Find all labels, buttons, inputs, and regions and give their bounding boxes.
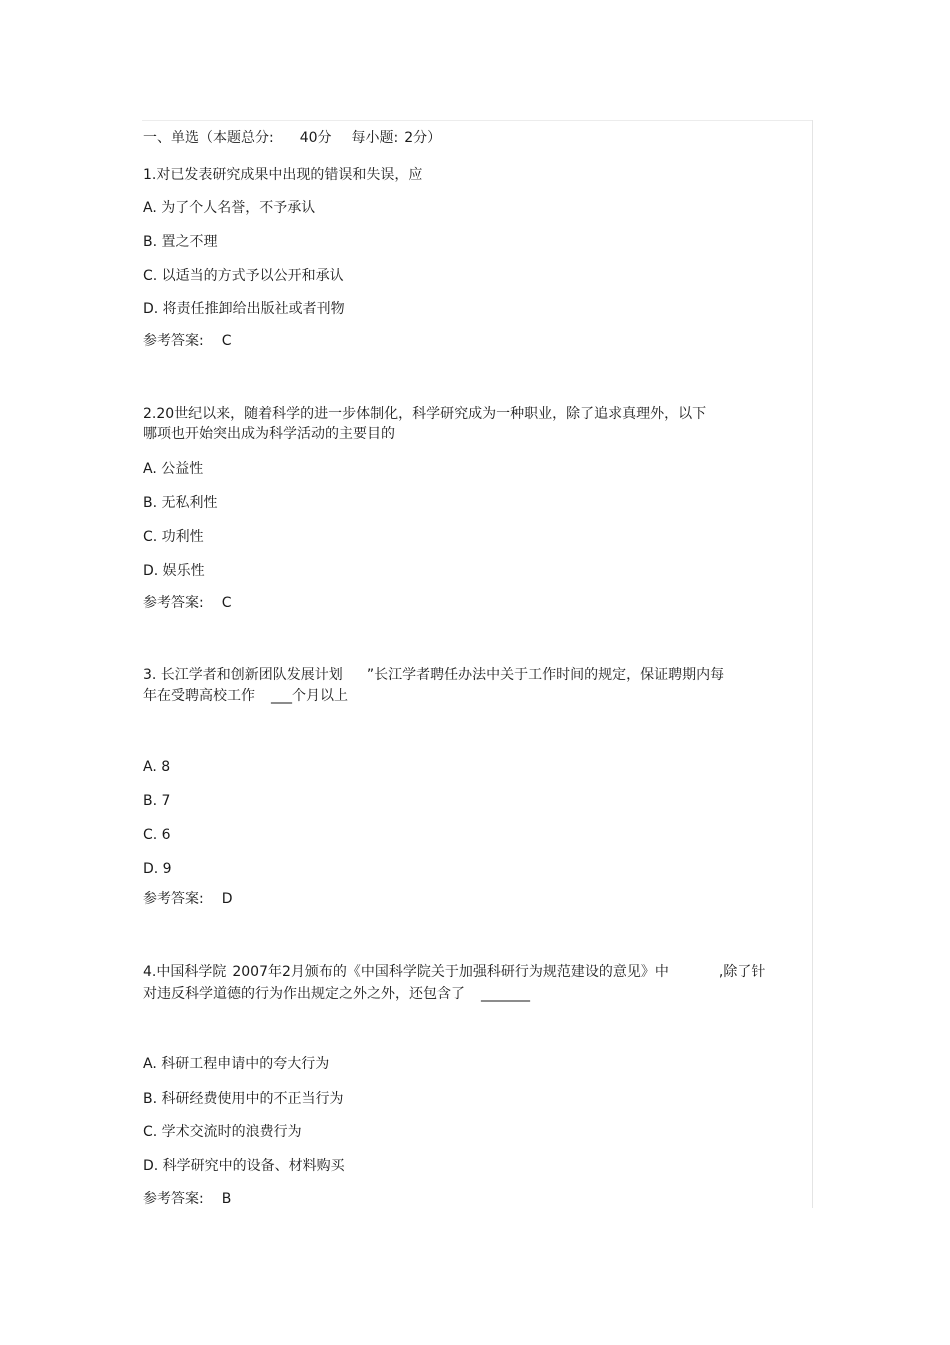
question-4-answer-value: B xyxy=(221,1191,232,1207)
question-3-option-b: B. 7 xyxy=(143,793,171,809)
question-3-stem-line-1: 3. 长江学者和创新团队发展计划 ”长江学者聘任办法中关于工作时间的规定，保证聘期内每 xyxy=(143,667,725,683)
section-heading: 一、单选（本题总分: 40分 每小题: 2分） xyxy=(143,130,442,146)
question-3-answer: 参考答案: D xyxy=(143,891,233,907)
question-2-option-a: A. 公益性 xyxy=(143,461,204,477)
question-4-option-b: B. 科研经费使用中的不正当行为 xyxy=(143,1091,344,1107)
question-1-option-d: D. 将责任推卸给出版社或者刊物 xyxy=(143,301,345,317)
question-4-answer: 参考答案: B xyxy=(143,1191,232,1207)
question-4-stem-line-1: 4.中国科学院 2007年2月颁布的《中国科学院关于加强科研行为规范建设的意见》中 ,除了针 xyxy=(143,964,766,980)
question-1-option-c: C. 以适当的方式予以公开和承认 xyxy=(143,268,344,284)
question-3-option-c: C. 6 xyxy=(143,827,171,843)
question-4-option-a: A. 科研工程申请中的夸大行为 xyxy=(143,1056,330,1072)
question-2-stem-line-1: 2.20世纪以来，随着科学的进一步体制化，科学研究成为一种职业，除了追求真理外，以下 xyxy=(143,406,707,422)
question-4-option-d: D. 科学研究中的设备、材料购买 xyxy=(143,1158,345,1174)
page-border-top xyxy=(142,120,813,121)
question-2-option-b: B. 无私利性 xyxy=(143,495,218,511)
question-1-answer: 参考答案: C xyxy=(143,333,232,349)
question-2-stem-line-2: 哪项也开始突出成为科学活动的主要目的 xyxy=(143,426,395,442)
question-3-stem-line-2: 年在受聘高校工作 ___个月以上 xyxy=(143,688,348,704)
question-2-answer-value: C xyxy=(221,595,232,611)
question-4-option-c: C. 学术交流时的浪费行为 xyxy=(143,1124,302,1140)
question-1-answer-value: C xyxy=(221,333,232,349)
question-4-stem-line-2: 对违反科学道德的行为作出规定之外之外，还包含了 _______ xyxy=(143,986,530,1002)
question-1-option-a: A. 为了个人名誉，不予承认 xyxy=(143,200,316,216)
question-1-stem: 1.对已发表研究成果中出现的错误和失误，应 xyxy=(143,167,423,183)
question-2-option-d: D. 娱乐性 xyxy=(143,563,205,579)
question-3-option-d: D. 9 xyxy=(143,861,172,877)
question-2-answer: 参考答案: C xyxy=(143,595,232,611)
question-2-option-c: C. 功利性 xyxy=(143,529,204,545)
question-1-option-b: B. 置之不理 xyxy=(143,234,218,250)
question-3-option-a: A. 8 xyxy=(143,759,171,775)
question-3-answer-value: D xyxy=(221,891,233,907)
page-border-right xyxy=(812,120,813,1208)
